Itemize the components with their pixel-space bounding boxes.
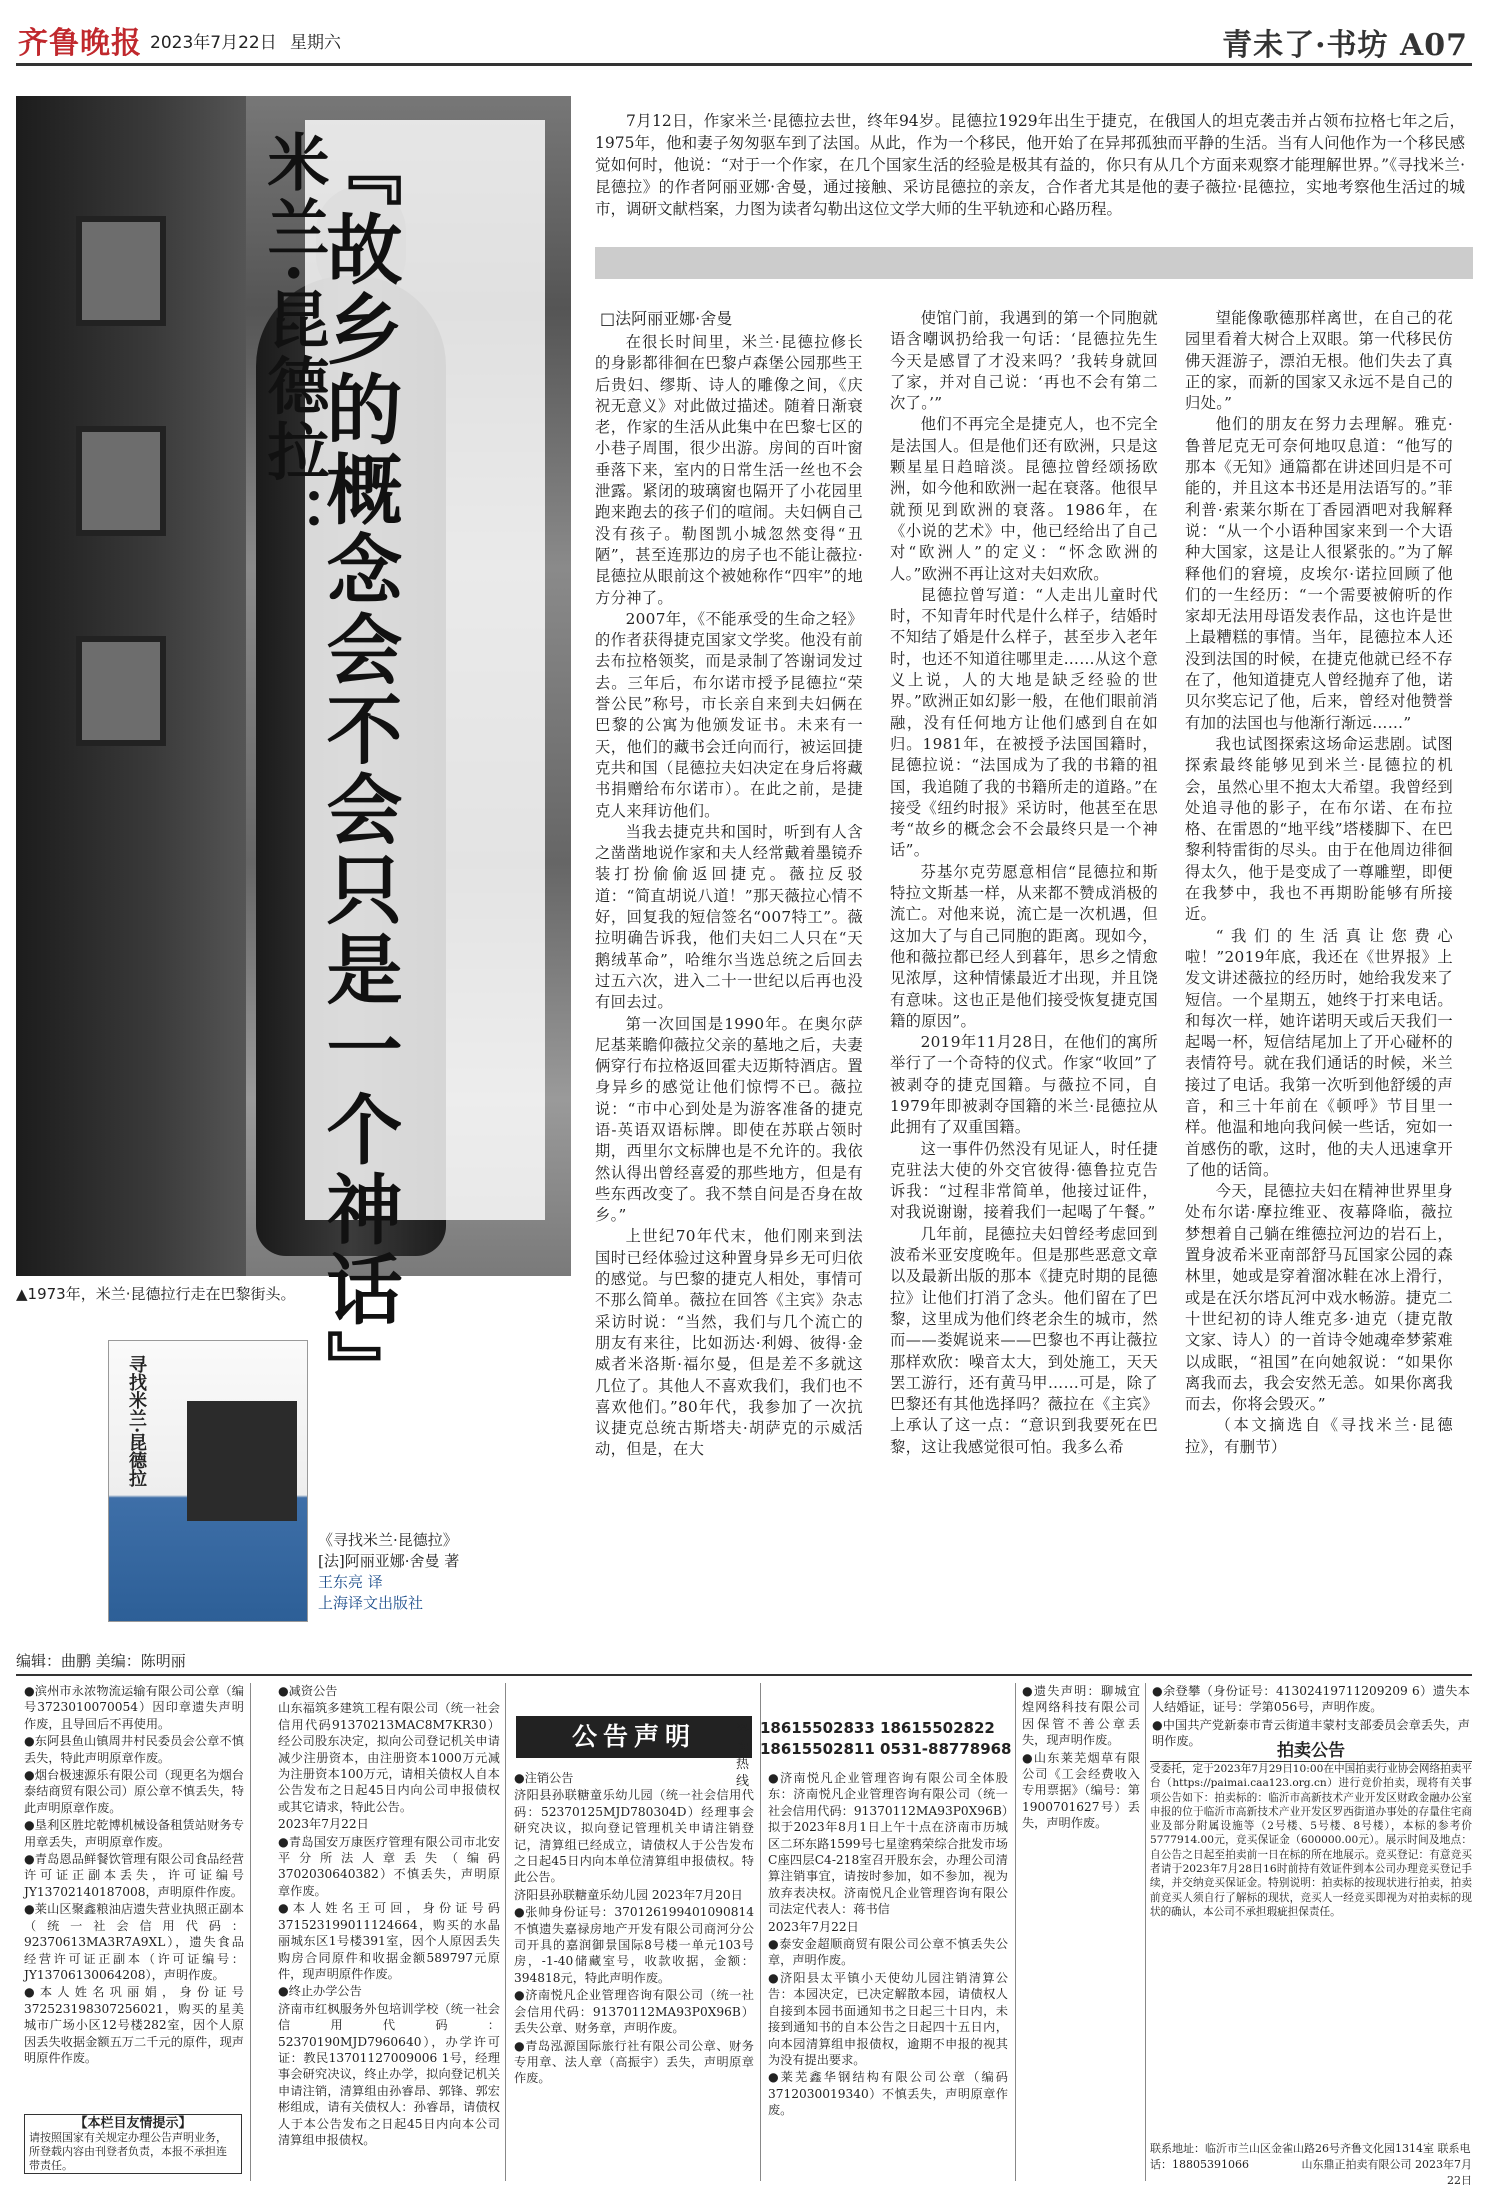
hotline-label: 咨询热线	[736, 1723, 750, 1789]
book-name: 《寻找米兰·昆德拉》	[318, 1531, 458, 1549]
notice-item: ●青岛国安万康医疗管理有限公司市北安平分所法人章丢失（编码3702030640382）不慎丢失，声明原章作废。	[278, 1834, 500, 1898]
article-paragraph: 这一事件仍然没有见证人，时任捷克驻法大使的外交官彼得·德鲁拉克告诉我：“过程非常简单，他接过证件，对我说谢谢，接着我们一起喝了午餐。”	[890, 1139, 1158, 1222]
notice-item: 2023年7月22日	[278, 1817, 369, 1832]
article-paragraph: 望能像歌德那样离世，在自己的花园里看着大树合上双眼。第一代移民仿佛天涯游子，漂泊无根。他们失去了真正的家，而新的国家又永远不是自己的归处。”	[1185, 309, 1453, 413]
notice-item: ●莱芜鑫华钢结构有限公司公章（编码3712030019340）不慎丢失，声明原章作废。	[768, 2070, 1008, 2118]
hotline-1: 18615502833 18615502822	[760, 1719, 995, 1737]
article-paragraph: 2019年11月28日，在他们的寓所举行了一个奇特的仪式。作家“收回”了被剥夺的捷克国籍。与薇拉不同，自1979年即被剥夺国籍的米兰·昆德拉从此拥有了双重国籍。	[890, 1033, 1158, 1137]
notice-item: ●终止办学公告	[278, 1984, 362, 1999]
article-paragraph: 我也试图探索这场命运悲剧。试图探索最终能够见到米兰·昆德拉的机会，虽然心里不抱太大希望。我曾经到处追寻他的影子，在布尔诺、在布拉格、在雷恩的“地平线”塔楼脚下、在巴黎利特雷街的尽头。由于在他周边徘徊得太久，他于是变成了一尊雕塑，即便在我梦中，我也不再期盼能够有所接近。	[1185, 734, 1453, 924]
auction-title: 拍卖公告	[1150, 1736, 1472, 1762]
auction-text: 受委托，定于2023年7月29日10:00在中国拍卖行业协会网络拍卖平台（https://paimai.caa123.org.cn）进行竞价拍卖，现将有关事项公告如下：拍卖标的：临沂市高新技术产业开发区财政金融办公室申报的位于临沂市高新技术产业开发区罗西街道办事处的存量住宅商业及部分附属设施等（2号楼、5号楼、8号楼），本标的参考价5777914.00元，竞买保证金（600000.00元）。展示时间及地点：自公告之日起至拍卖前一日在标的所在地展示。竞买登记：有意竞买者请于2023年7月28日16时前持有效证件到本公司办理竞买登记手续，并交纳竞买保证金。特别说明：拍卖标的按现状进行拍卖，拍卖前竞买人须自行了解标的现状，竞买人一经竞买即视为对拍卖标的现状的确认，本公司不承担瑕疵担保责任。	[1150, 1763, 1472, 1918]
notice-item: ●莱山区聚鑫粮油店遗失营业执照正副本（统一社会信用代码：92370613MA3R7A9XL），遗失食品经营许可证正副本（许可证编号：JY13706130064208），声明作废。	[24, 1902, 244, 1982]
notice-item: ●本人姓名王可回，身份证号码371523199011124664，购买的水晶丽城东区1号楼391室，因个人原因丢失购房合同原件和收据金额589797元原件，现声明原件作废。	[278, 1901, 500, 1981]
article-column-3	[1185, 308, 1453, 1458]
notice-item: ●滨州市永浓物流运输有限公司公章（编号3723010070054）因印章遗失声明作废，且导回后不再使用。	[24, 1684, 244, 1731]
notice-item: ●济阳县太平镇小天使幼儿园注销清算公告：本园决定，已决定解散本园，请债权人自接到本园书面通知书之日起三十日内，未接到通知书的自本公告之日起四十五日内，向本园清算组申报债权，逾期不申报的视其为没有提出要求。	[768, 1970, 1008, 2067]
tips-text: 请按照国家有关规定办理公告声明业务，所登载内容由刊登者负责，本报不承担连带责任。	[29, 2131, 227, 2172]
editor-credits: 编辑：曲鹏 美编：陈明丽	[16, 1652, 186, 1670]
lead-paragraph: 7月12日，作家米兰·昆德拉去世，终年94岁。昆德拉1929年出生于捷克，在俄国人的坦克袭击并占领布拉格七年之后，1975年，他和妻子匆匆驱车到了法国。从此，作为一个移民，他开始了在异邦孤独而平静的生活。当有人问他作为一个移民感觉如何时，他说：“对于一个作家，在几个国家生活的经验是极其有益的，你只有从几个方面来观察才能理解世界。”《寻找米兰·昆德拉》的作者阿丽亚娜·舍曼，通过接触、采访昆德拉的亲友，合作者尤其是他的妻子薇拉·昆德拉，实地考察他生活过的城市，调研文献档案，力图为读者勾勒出这位文学大师的生平轨迹和心路历程。	[595, 112, 1465, 218]
section-title: 青未了·书坊 A07	[1222, 28, 1468, 63]
article-paragraph: 几年前，昆德拉夫妇曾经考虑回到波希米亚安度晚年。但是那些恶意文章以及最新出版的那本《捷克时期的昆德拉》让他们打消了念头。他们留在了巴黎，这里成为他们终老余生的城市，然而——娄娓说来——巴黎也不再让薇拉那样欢欣：噪音太大，到处施工，天天罢工游行，还有黄马甲……可是，除了巴黎还有其他选择吗？薇拉在《主宾》上承认了这一点：“意识到我要死在巴黎，这让我感觉很可怕。我多么希	[890, 1224, 1158, 1456]
notice-item: ●青岛泓源国际旅行社有限公司公章、财务专用章、法人章（高振宇）丢失，声明原章作废。	[514, 2038, 754, 2086]
bottom-rule	[16, 1674, 1472, 1676]
book-author: [法]阿丽亚娜·舍曼 著	[318, 1552, 460, 1570]
notice-section-label: 公告声明	[516, 1716, 752, 1758]
article-paragraph: 今天，昆德拉夫妇在精神世界里身处布尔诺·摩拉维亚、夜幕降临，薇拉梦想着自己躺在维德拉河边的岩石上，置身波希米亚南部舒马瓦国家公园的森林里，她或是穿着溜冰鞋在冰上滑行，或是在沃尔塔瓦河中戏水畅游。捷克二十世纪初的诗人维克多·迪克（捷克散文家、诗人）的一首诗令她魂牵梦萦难以成眠，“祖国”在向她叙说：“如果你离我而去，我会安然无恙。如果你离我而去，你将会毁灭。”	[1185, 1182, 1453, 1414]
article-paragraph: 在很长时间里，米兰·昆德拉修长的身影都徘徊在巴黎卢森堡公园那些王后贵妇、缪斯、诗人的雕像之间，《庆祝无意义》对此做过描述。随着日渐衰老，作家的生活从此集中在巴黎七区的小巷子周围，很少出游。房间的百叶窗垂落下来，室内的日常生活一丝也不会泄露。紧闭的玻璃窗也隔开了小花园里跑来跑去的孩子们的喧闹。夫妇俩自己没有孩子。勒图凯小城忽然变得“丑陋”，甚至连那边的房子也不能让薇拉·昆德拉从眼前这个被她称作“四牢”的地方分神了。	[595, 333, 863, 607]
issue-weekday: 星期六	[290, 33, 341, 53]
newspaper-logo: 齐鲁晚报	[18, 26, 142, 61]
notice-item: ●张帅身份证号：370126199401090814不慎遗失嘉禄房地产开发有限公司商河分公司开具的嘉润御景国际8号楼一单元103号房，-1-40储藏室号，收款收据，金额：394818元，特此声明作废。	[514, 1905, 754, 1985]
byline: □法阿丽亚娜·舍曼	[600, 309, 733, 328]
book-cover	[108, 1340, 308, 1622]
ad-divider	[1015, 1683, 1016, 2181]
book-translator: 王东亮 译	[318, 1573, 383, 1591]
article-paragraph: 使馆门前，我遇到的第一个同胞就语含嘲讽扔给我一句话：‘昆德拉先生今天是感冒了才没来吗？’我转身就回了家，并对自己说：‘再也不会有第二次了。’”	[890, 309, 1158, 413]
article-paragraph: “我们的生活真让您费心啦！”2019年底，我还在《世界报》上发文讲述薇拉的经历时，她给我发来了短信。一个星期五，她终于打来电话。和每次一样，她许诺明天或后天我们一起喝一杯，短信结尾加上了开心碰杯的表情符号。就在我们通话的时候，米兰接过了电话。我第一次听到他舒缓的声音，和三十年前在《顿呼》节目里一样。他温和地向我问候一些话，宛如一首感伤的歌，这时，他的夫人迅速拿开了他的话筒。	[1185, 926, 1453, 1179]
notice-item: ●余登攀（身份证号：41302419711209209 6）遗失本人结婚证，证号：学第056号，声明作废。	[1152, 1684, 1470, 1715]
notice-column-2	[278, 1683, 500, 2149]
notice-item: ●泰安金超顺商贸有限公司公章不慎丢失公章，声明作废。	[768, 1937, 1008, 1968]
notice-item: 2023年7月22日	[768, 1919, 859, 1934]
book-cover-title: 寻找米兰·昆德拉	[126, 1355, 147, 1488]
auction-signature: 山东鼎正拍卖有限公司 2023年7月22日	[1301, 2158, 1472, 2185]
article-column-1	[595, 332, 863, 1461]
notice-item: ●遗失声明：聊城宜煌网络科技有限公司因保管不善公章丢失，现声明作废。	[1022, 1684, 1140, 1748]
notice-item: ●垦利区胜坨乾博机械设备租赁站财务专用章丢失，声明原章作废。	[24, 1818, 244, 1849]
notice-column-3	[514, 1770, 754, 2088]
hotline-2: 18615502811 0531-88778968	[760, 1740, 1012, 1758]
book-publisher: 上海译文出版社	[318, 1594, 424, 1612]
notice-column-4	[768, 1770, 1008, 2120]
ad-divider	[250, 1683, 251, 2181]
book-info	[318, 1530, 459, 1614]
notice-item: ●济南悦凡企业管理咨询有限公司全体股东：济南悦凡企业管理咨询有限公司（统一社会信用代码：91370112MA93P0X96B）拟于2023年8月1日上午十点在济南市历城区二环东路1599号七星塗鸦荣综合批发市场C座四层C4-218室召开股东会，办理公司清算注销事宜，请按时参加，如不参加，视为放弃表决权。济南悦凡企业管理咨询有限公司法定代表人：蒋书信	[768, 1771, 1008, 1917]
article-paragraph: 昆德拉曾写道：“人走出儿童时代时，不知青年时代是什么样子，结婚时不知结了婚是什么样子，甚至步入老年时，也还不知道往哪里走……从这个意义上说，人的大地是缺乏经验的世界。”欧洲正如幻影一般，在他们眼前消融，没有任何地方让他们感到自在如归。1981年，在被授予法国国籍时，昆德拉说：“法国成为了我的书籍的祖国，我追随了我的书籍所走的道路。”在接受《纽约时报》采访时，他甚至在思考“故乡的概念会不会最终只是一个神话”。	[890, 585, 1158, 860]
article-paragraph: 上世纪70年代末，他们刚来到法国时已经体验过这种置身异乡无可归依的感觉。与巴黎的捷克人相处，事情可不那么简单。薇拉在回答《主宾》杂志采访时说：“当然，我们与几个流亡的朋友有来往，比如沥达·利姆、彼得·金威者米洛斯·福尔曼，但是差不多就这几位了。其他人不喜欢我们，我们也不喜欢他们。”80年代，我参加了一次抗议捷克总统古斯塔夫·胡萨克的示威活动，但是，在大	[595, 1227, 863, 1459]
notice-item: 济阳县孙联糖童乐幼儿园 2023年7月20日	[514, 1887, 743, 1902]
notice-item: ●济南悦凡企业管理咨询有限公司（统一社会信用代码：91370112MA93P0X96B）丢失公章、财务章，声明作废。	[514, 1988, 754, 2036]
article-column-2	[890, 308, 1158, 1458]
article-paragraph: 他们的朋友在努力去理解。雅克·鲁普尼克无可奈何地叹息道：“他写的那本《无知》通篇都在讲述回归是不可能的，并且这本书还是用法语写的。”菲利普·索莱尔斯在丁香园酒吧对我解释说：“从一个小语种国家来到一个大语种大国家，这是让人很紧张的。”为了解释他们的窘境，皮埃尔·诺拉回顾了他们的一生经历：“一个需要被俯听的作家却无法用母语发表作品，这也许是世上最糟糕的事情。当年，昆德拉本人还没到法国的时候，在捷克他就已经不存在了，他知道捷克人曾经抛弃了他，诺贝尔奖忘记了他，后来，曾经对他赞誉有加的法国也与他渐行渐远……”	[1185, 415, 1453, 732]
notice-item: ●注销公告	[514, 1771, 574, 1785]
article-paragraph: 他们不再完全是捷克人，也不完全是法国人。但是他们还有欧洲，只是这颗星星日趋暗淡。昆德拉曾经颂扬欧洲，如今他和欧洲一起在衰落。他很早就预见到欧洲的衰落。1986年，在《小说的艺术》中，他已经给出了自己对“欧洲人”的定义：“怀念欧洲的人。”欧洲不再让这对夫妇欢欣。	[890, 415, 1158, 583]
tips-box	[24, 2114, 242, 2174]
notice-item: 济阳县孙联糖童乐幼儿园（统一社会信用代码：52370125MJD780304D）经理事会研究决议，拟向登记管理机关申请注销登记，清算组已经成立，请债权人于公告发布之日起45日内向本单位清算组申报债权。特此公告。	[514, 1788, 754, 1885]
article-paragraph: 第一次回国是1990年。在奥尔萨尼基莱瞻仰薇拉父亲的墓地之后，夫妻俩穿行布拉格返回霍夫迈斯特酒店。置身异乡的感觉让他们惊愕不已。薇拉说：“市中心到处是为游客准备的捷克语-英语双语标牌。即使在苏联占领时期，西里尔文标牌也是不允许的。我依然认得出曾经喜爱的那些地方，但是有些东西改变了。我不禁自问是否身在故乡。”	[595, 1014, 863, 1225]
notice-item: ●中国共产党新泰市青云街道丰蒙村支部委员会章丢失，声明作废。	[1152, 1717, 1470, 1749]
notice-column-1	[24, 1683, 244, 2067]
photo-caption: ▲1973年，米兰·昆德拉行走在巴黎街头。	[16, 1285, 296, 1303]
divider-band	[595, 247, 1473, 279]
ad-divider	[1145, 1683, 1146, 2181]
article-paragraph: 2007年，《不能承受的生命之轻》的作者获得捷克国家文学奖。他没有前去布拉格领奖，而是录制了答谢词发过去。三年后，布尔诺市授予昆德拉“荣誉公民”称号，市长亲自来到夫妇俩在巴黎的公寓为他颁发证书。未来有一天，他们的藏书会迁向而行，被运回捷克共和国（昆德拉夫妇决定在身后将藏书捐赠给布尔诺市）。在此之前，是捷克人来拜访他们。	[595, 609, 863, 820]
headline: 『故乡的概念会不会只是一个神话』	[314, 130, 403, 1410]
article-paragraph: （本文摘选自《寻找米兰·昆德拉》，有删节）	[1185, 1416, 1453, 1456]
notice-item: ●山东莱芜烟草有限公司《工会经费收入专用票据》（编号：第1900701627号）丢失，声明作废。	[1022, 1750, 1140, 1831]
notice-item: ●减资公告	[278, 1684, 338, 1698]
notice-item: 山东福筑多建筑工程有限公司（统一社会信用代码91370213MAC8M7KR30）经公司股东决定，拟向公司登记机关申请减少注册资本，由注册资本1000万元减为注册资本100万元，请相关债权人自本公告发布之日起45日内向公司申报债权或其它请求，特此公告。	[278, 1701, 500, 1814]
notice-item: ●东阿县鱼山镇周井村民委员会公章不慎丢失，特此声明原章作废。	[24, 1734, 244, 1765]
headline-kicker: 米兰·昆德拉：	[257, 130, 330, 552]
notice-item: ●烟台极速源乐有限公司（现更名为烟台泰结商贸有限公司）原公章不慎丢失，特此声明原章作废。	[24, 1768, 244, 1815]
article-paragraph: 当我去捷克共和国时，听到有人含之凿凿地说作家和夫人经常戴着墨镜乔装打扮偷偷返回捷克。薇拉反驳道：“简直胡说八道！”那天薇拉心情不好，回复我的短信签名“007特工”。薇拉明确告诉我，他们夫妇二人只在“天鹅绒革命”，哈维尔当选总统之后回去过五六次，进入二十一世纪以后再也没有回去过。	[595, 822, 863, 1012]
notice-column-5	[1022, 1683, 1140, 1833]
issue-date: 2023年7月22日	[150, 33, 277, 53]
tips-title: 【本栏目友情提示】	[74, 2116, 192, 2131]
notice-item: ●本人姓名巩丽娟，身份证号372523198307256021，购买的星美城市广场小区12号楼282室，因个人原因丢失收据金额五万二千元的原件，现声明原件作废。	[24, 1985, 244, 2065]
auction-contact: 联系地址：临沂市兰山区金雀山路26号齐鲁文化园1314室 联系电话：18805391066	[1150, 2142, 1471, 2171]
ad-divider	[505, 1683, 506, 2181]
hotline-numbers	[760, 1718, 1012, 1760]
article-paragraph: 芬基尔克劳愿意相信“昆德拉和斯特拉文斯基一样，从来都不赞成消极的流亡。对他来说，流亡是一次机遇，但这加大了与自己同胞的距离。现如今，他和薇拉都已经人到暮年，思乡之情愈见浓厚，这种情愫最近才出现，并且饶有意味。这也正是他们接受恢复捷克国籍的原因”。	[890, 862, 1158, 1030]
notice-item: ●青岛恩品鲜餐饮管理有限公司食品经营许可证正副本丢失，许可证编号JY13702140187008，声明原件作废。	[24, 1852, 244, 1899]
notice-item: 济南市红枫服务外包培训学校（统一社会信用代码：52370190MJD7960640），办学许可证：教民13701127009006 1号，经理事会研究决议，终止办学，拟向登记机关申请注销，清算组由孙睿昂、郭锋、郭宏彬组成，请有关债权人：孙睿昂，请债权人于本公告发布之日起45日内向本公司清算组申报债权。	[278, 2001, 500, 2147]
